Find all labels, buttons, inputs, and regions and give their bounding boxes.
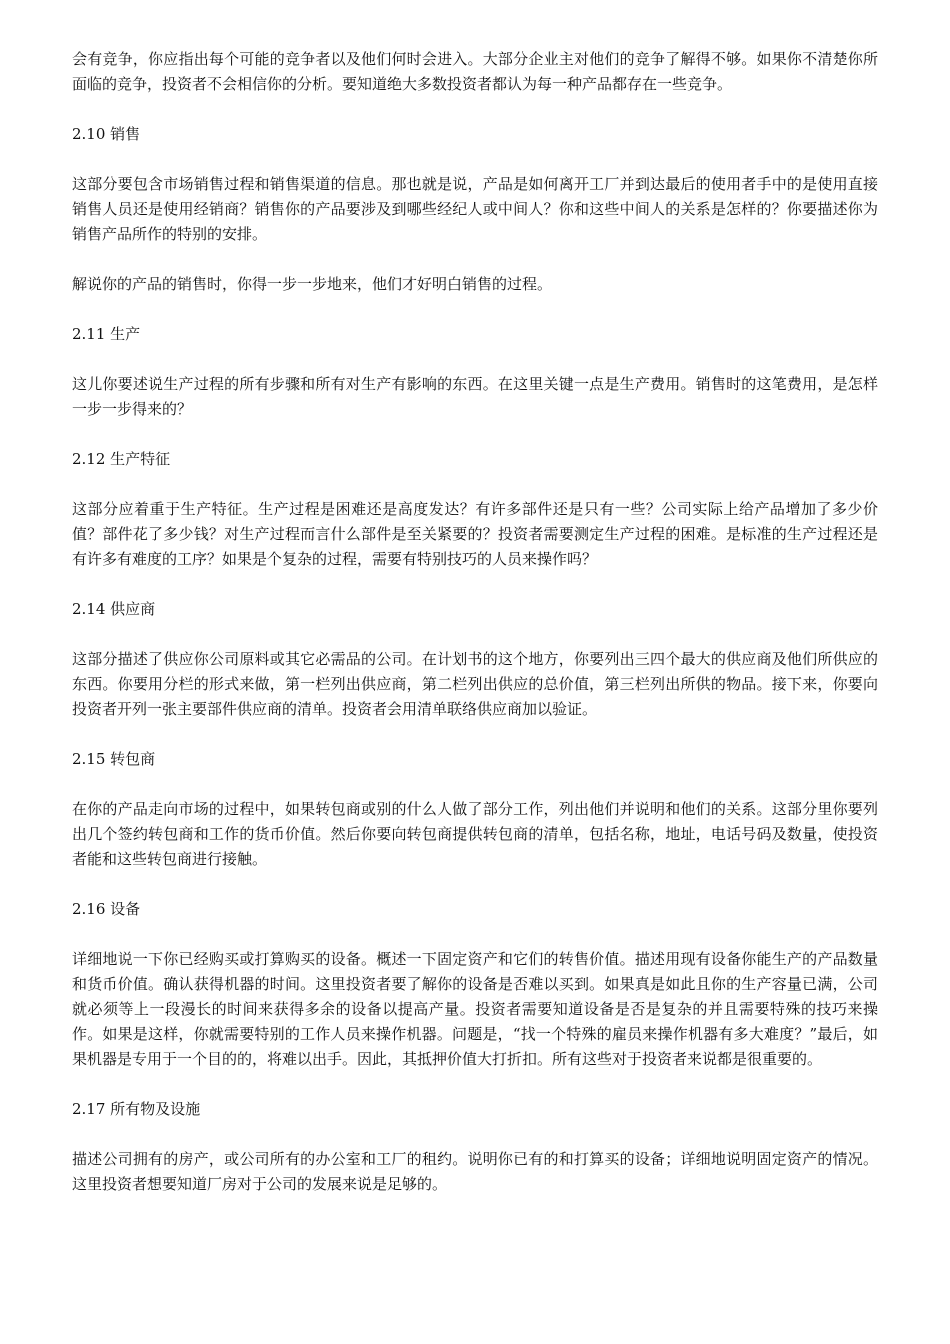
section-heading-property: 2.17 所有物及设施 [72,1100,201,1118]
paragraph-production-features: 这部分应着重于生产特征。生产过程是困难还是高度发达？有许多部件还是只有一些？公司实际上给产品增加了多少价值？部件花了多少钱？对生产过程而言什么部件是至关紧要的？投资者需要测定生产过程的困难。是标准的生产过程还是有许多有难度的工序？如果是个复杂的过程，需要有特别技巧的人员来操作吗？ [72,500,878,568]
paragraph-equipment: 详细地说一下你已经购买或打算购买的设备。概述一下固定资产和它们的转售价值。描述用现有设备你能生产的产品数量和货币价值。确认获得机器的时间。这里投资者要了解你的设备是否难以买到。如果真是如此且你的生产容量已满，公司就必须等上一段漫长的时间来获得多余的设备以提高产量。投资者需要知道设备是否是复杂的并且需要特殊的技巧来操作。如果是这样，你就需要特别的工作人员来操作机器。问题是，“找一个特殊的雇员来操作机器有多大难度？”最后，如果机器是专用于一个目的的，将难以出手。因此，其抵押价值大打折扣。所有这些对于投资者来说都是很重要的。 [72,950,878,1068]
paragraph-sales-channels: 这部分要包含市场销售过程和销售渠道的信息。那也就是说，产品是如何离开工厂并到达最后的使用者手中的是使用直接销售人员还是使用经销商？销售你的产品要涉及到哪些经纪人或中间人？你和这些中间人的关系是怎样的？你要描述你为销售产品所作的特别的安排。 [72,175,878,243]
section-heading-sales: 2.10 销售 [72,125,141,143]
section-heading-subcontractors: 2.15 转包商 [72,750,156,768]
section-heading-production-features: 2.12 生产特征 [72,450,171,468]
section-heading-equipment: 2.16 设备 [72,900,141,918]
paragraph-suppliers: 这部分描述了供应你公司原料或其它必需品的公司。在计划书的这个地方，你要列出三四个最大的供应商及他们所供应的东西。你要用分栏的形式来做，第一栏列出供应商，第二栏列出供应的总价值，第三栏列出所供的物品。接下来，你要向投资者开列一张主要部件供应商的清单。投资者会用清单联络供应商加以验证。 [72,650,878,718]
paragraph-property: 描述公司拥有的房产，或公司所有的办公室和工厂的租约。说明你已有的和打算买的设备；详细地说明固定资产的情况。这里投资者想要知道厂房对于公司的发展来说是足够的。 [72,1150,878,1193]
paragraph-sales-steps: 解说你的产品的销售时，你得一步一步地来，他们才好明白销售的过程。 [72,275,553,293]
section-heading-production: 2.11 生产 [72,325,141,343]
paragraph-subcontractors: 在你的产品走向市场的过程中，如果转包商或别的什么人做了部分工作，列出他们并说明和他们的关系。这部分里你要列出几个签约转包商和工作的货币价值。然后你要向转包商提供转包商的清单，包括名称，地址，电话号码及数量，使投资者能和这些转包商进行接触。 [72,800,878,868]
section-heading-suppliers: 2.14 供应商 [72,600,156,618]
document-page [72,47,878,1197]
paragraph-production: 这儿你要述说生产过程的所有步骤和所有对生产有影响的东西。在这里关键一点是生产费用。销售时的这笔费用，是怎样一步一步得来的？ [72,375,878,418]
paragraph-competition: 会有竞争，你应指出每个可能的竞争者以及他们何时会进入。大部分企业主对他们的竞争了解得不够。如果你不清楚你所面临的竞争，投资者不会相信你的分析。要知道绝大多数投资者都认为每一种产品都存在一些竞争。 [72,50,878,93]
